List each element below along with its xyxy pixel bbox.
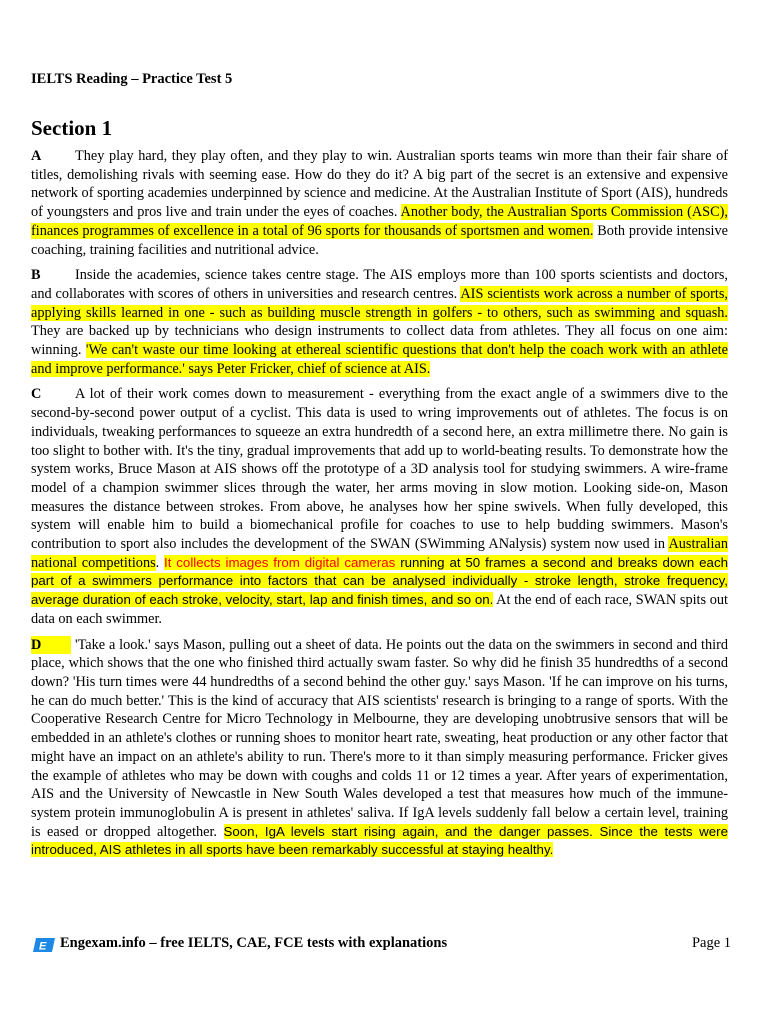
highlighted-text: Soon, IgA levels start rising again, and the danger passes. Since the tests were introduced, AIS athletes in all sports have been remarkably successful at staying healthy. xyxy=(31,823,729,858)
paragraph-c xyxy=(31,385,728,628)
paragraph-text: Both provide intensive coaching, training facilities and nutritional advice. xyxy=(31,222,728,258)
paragraph-text: Inside the academies, science takes centre stage. The AIS employs more than 100 sports scientists and doctors, and collaborates with scores of others in universities and research centres. xyxy=(31,267,728,302)
section-heading: Section 1 xyxy=(31,116,113,140)
highlighted-text: running at 50 frames a second and breaks down each part of a swimmers performance into factors that can be analysed individually - stroke length, stroke frequency, average duration of each stroke, velocity, start, lap and finish times, and so on. xyxy=(31,554,728,608)
paragraph-text: A lot of their work comes down to measurement - everything from the exact angle of a swimmers dive to the second-by-second power output of a cyclist. This data is used to wring improvements out of athletes. The focus is on individuals, tweaking performances to squeeze an extra hundredth of a second here, an extra millimetre there. No gain is too slight to bother with. It's the tiny, gradual improvements that add up to world-beating results. To demonstrate how the system works, Bruce Mason at AIS shows off the prototype of a 3D analysis tool for studying swimmers. A wire-frame model of a champion swimmer slices through the water, her arms moving in slow motion. Looking side-on, Mason measures the distance between strokes. From above, he analyses how her spine swivels. When fully developed, this system will enable him to build a biomechanical profile for coaches to use to help budding swimmers. Mason's contribution to sport also includes the development of the SWAN (SWimming ANalysis) system now used in xyxy=(31,386,728,553)
highlighted-text: Another body, the Australian Sports Commission (ASC), finances programmes of excellence in a total of 96 sports for thousands of sportsmen and women. xyxy=(31,204,729,239)
page-number: Page 1 xyxy=(691,935,731,951)
paragraph-a xyxy=(31,147,728,259)
paragraph-letter: D xyxy=(31,636,71,655)
highlighted-text: Australian national competitions xyxy=(31,536,728,571)
highlighted-quote: 'We can't waste our time looking at ethereal scientific questions that don't help the coach work with an athlete and improve performance.' says Peter Fricker, chief of science at AIS. xyxy=(31,342,728,377)
engexam-logo-icon xyxy=(33,938,55,952)
paragraph-text: 'Take a look.' says Mason, pulling out a sheet of data. He points out the data on the swimmers in second and third place, which shows that the one who finished third actually swam faster. So why did he finish 35 hundredths of a second down? 'His turn times were 44 hundredths of a second behind the other guy.' says Mason. 'If he can improve on his turns, he can do much better.' This is the kind of accuracy that AIS scientists' research is bringing to a range of sports. With the Cooperative Research Centre for Micro Technology in Melbourne, they are developing unobtrusive sensors that will be embedded in an athlete's clothes or running shoes to monitor heart rate, sweating, heat production or any other factor that might have an impact on an athlete's ability to run. There's more to it than simply measuring performance. Fricker gives the example of athletes who may be down with coughs and colds 11 or 12 times a year. After years of experimentation, AIS and the University of Newcastle in New South Wales developed a test that measures how much of the immune-system protein immunoglobulin A is present in athletes' saliva. If IgA levels suddenly fall below a certain level, training is eased or dropped altogether. xyxy=(31,636,728,840)
highlighted-red-text: It collects images from digital cameras xyxy=(164,554,396,570)
paragraph-text: At the end of each race, SWAN spits out data on each swimmer. xyxy=(31,592,728,627)
highlighted-text: AIS scientists work across a number of sports, applying skills learned in one - such as building muscle strength in golfers - to others, such as swimming and squash. xyxy=(31,285,728,321)
svg-text:E: E xyxy=(39,940,47,952)
footer-site-text: Engexam.info – free IELTS, CAE, FCE tests with explanations xyxy=(60,935,448,951)
passage-body xyxy=(31,147,728,867)
paragraph-text: They play hard, they play often, and they play to win. Australian sports teams win more than their fair share of titles, demolishing rivals with seeming ease. How do they do it? A big part of the secret is an extensive and expensive network of sporting academies underpinned by science and medicine. At the Australian Institute of Sport (AIS), hundreds of youngsters and pros live and train under the eyes of coaches. xyxy=(31,148,728,221)
document-header-title: IELTS Reading – Practice Test 5 xyxy=(31,71,233,87)
paragraph-letter: C xyxy=(31,386,42,403)
paragraph-letter: A xyxy=(31,148,42,164)
paragraph-text: They are backed up by technicians who design instruments to collect data from athletes. They all focus on one aim: winning. xyxy=(31,323,728,359)
page-footer xyxy=(31,934,731,956)
paragraph-letter: B xyxy=(31,267,41,284)
paragraph-d xyxy=(31,636,728,860)
paragraph-b xyxy=(31,266,728,378)
paragraph-text: . xyxy=(155,554,165,571)
